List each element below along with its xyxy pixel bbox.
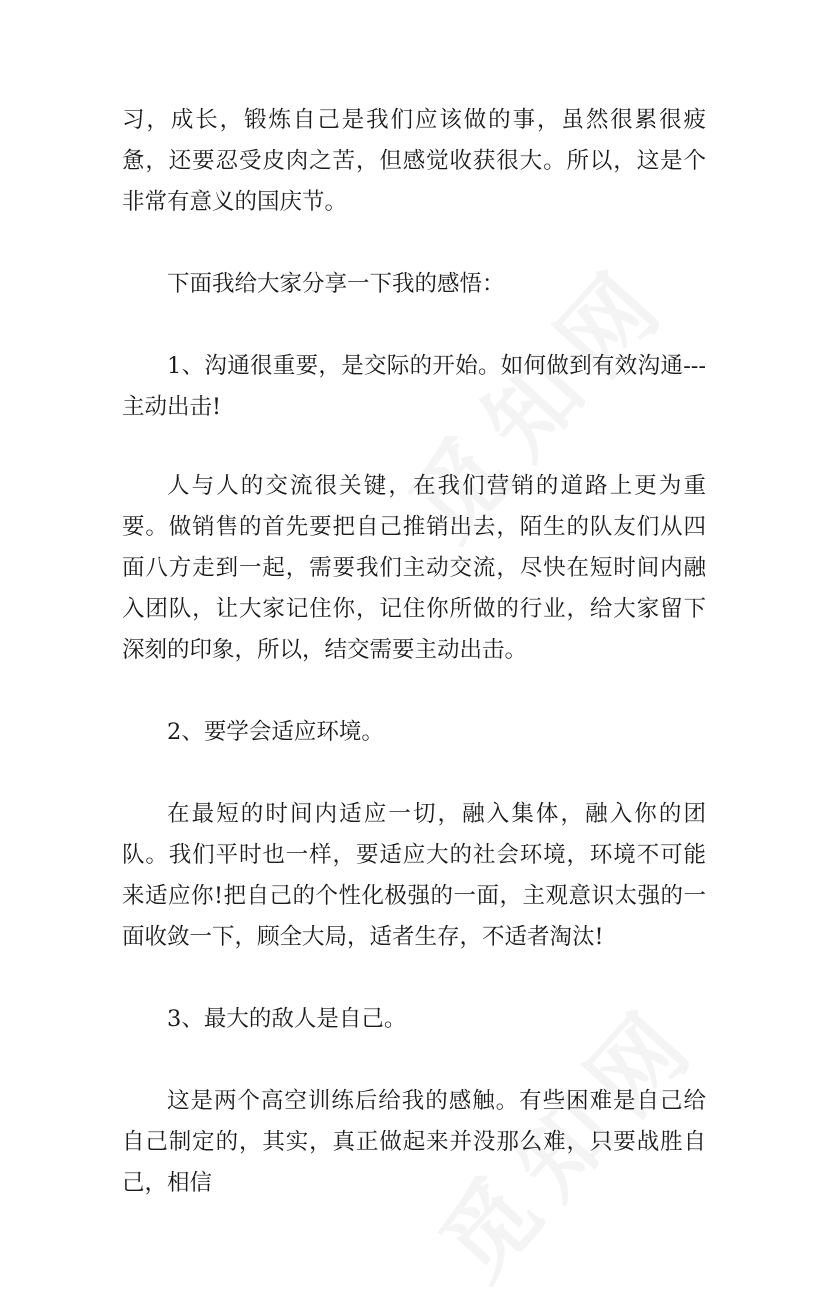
- paragraph-point-1: 人与人的交流很关键，在我们营销的道路上更为重要。做销售的首先要把自己推销出去，陌生的队友们从四面八方走到一起，需要我们主动交流，尽快在短时间内融入团队，让大家记住你，记住你所做的行业，给大家留下深刻的印象，所以，结交需要主动出击。: [122, 473, 706, 663]
- document-body: [122, 100, 706, 1204]
- paragraph-continuation: 习，成长，锻炼自己是我们应该做的事，虽然很累很疲惫，还要忍受皮肉之苦，但感觉收获很大。所以，这是个非常有意义的国庆节。: [122, 107, 706, 215]
- heading-point-1: 1、沟通很重要，是交际的开始。如何做到有效沟通---主动出击!: [122, 353, 706, 420]
- heading-point-3: 3、最大的敌人是自己。: [167, 1006, 407, 1032]
- paragraph-point-2: 在最短的时间内适应一切，融入集体，融入你的团队。我们平时也一样，要适应大的社会环境，环境不可能来适应你!把自己的个性化极强的一面，主观意识太强的一面收敛一下，顾全大局，适者生存，不适者淘汰!: [122, 801, 706, 950]
- paragraph-intro: 下面我给大家分享一下我的感悟：: [167, 271, 505, 297]
- paragraph-point-3: 这是两个高空训练后给我的感触。有些困难是自己给自己制定的，其实，真正做起来并没那么难，只要战胜自己，相信: [122, 1088, 706, 1196]
- heading-point-2: 2、要学会适应环境。: [167, 719, 384, 745]
